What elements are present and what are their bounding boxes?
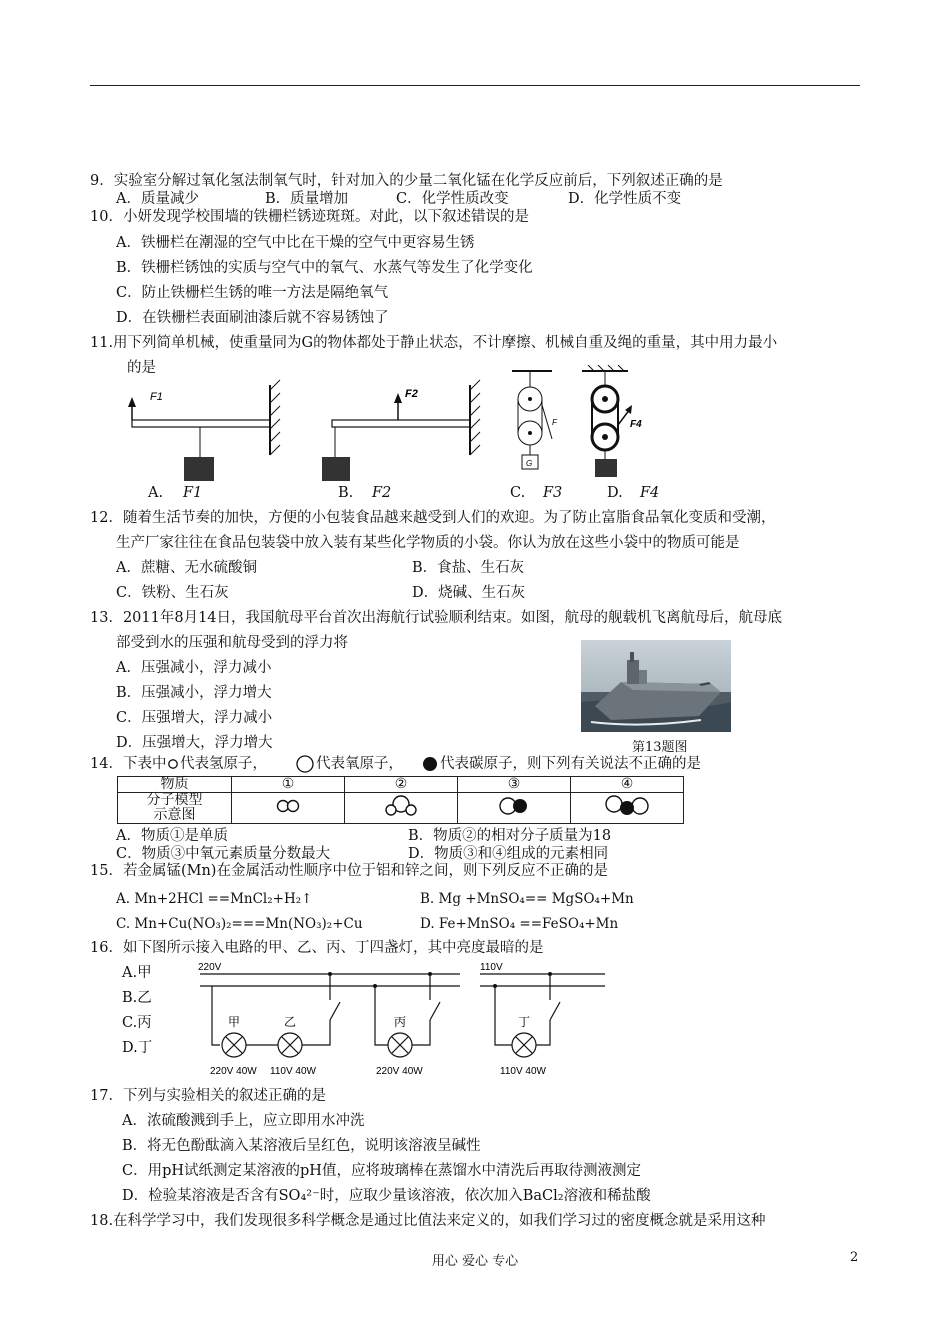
q11-option-c: C.: [510, 485, 526, 501]
label-bing: 丙: [394, 1015, 407, 1029]
q16-option-b: B.乙: [122, 990, 152, 1006]
q12-option-c: C．铁粉、生石灰: [116, 585, 229, 601]
q11-option-a-force: F1: [183, 485, 203, 501]
q14-option-b: B．物质②的相对分子质量为18: [408, 828, 612, 844]
q11-stem-cont: 的是: [127, 360, 156, 376]
q13-option-d: D．压强增大，浮力增大: [116, 735, 273, 751]
q16-option-a: A.甲: [122, 965, 152, 981]
q13-figure-caption: 第13题图: [632, 740, 688, 755]
q13-stem: 13．2011年8月14日，我国航母平台首次出海航行试验顺利结束。如图，航母的舰载机飞离航母后，航母底: [90, 610, 783, 626]
q16-option-d: D.丁: [122, 1040, 153, 1056]
q12-option-d: D．烧碱、生石灰: [412, 585, 526, 601]
pulley-d-diagram: [582, 365, 642, 477]
carbon-atom-icon: [422, 756, 438, 772]
label-ding: 丁: [518, 1015, 531, 1029]
q14-option-c: C．物质③中氧元素质量分数最大: [116, 846, 331, 862]
label-110v: 110V: [480, 962, 503, 973]
f4-label: F4: [630, 419, 642, 430]
page-number: 2: [850, 1250, 859, 1265]
table-header-model: [118, 793, 232, 824]
label-220v: 220V: [198, 962, 222, 973]
q14-stem-pre: 14．下表中: [90, 756, 167, 772]
q17-option-a: A．浓硫酸溅到手上，应立即用水冲洗: [122, 1113, 365, 1129]
rating-bing: 220V 40W: [376, 1066, 423, 1077]
q11-option-b: B.: [338, 485, 354, 501]
f1-label: F1: [150, 391, 163, 403]
rating-yi: 110V 40W: [270, 1066, 316, 1077]
lever-a-diagram: [128, 380, 280, 481]
q15-option-d: D. Fe+MnSO₄ ==FeSO₄+Mn: [420, 916, 619, 932]
molecule-2-cell: [345, 793, 458, 824]
molecule-1-cell: [232, 793, 345, 824]
h2-molecule-icon: [273, 796, 303, 816]
molecule-3-cell: [458, 793, 571, 824]
q11-option-a: A.: [148, 485, 164, 501]
q10-option-b: B．铁栅栏锈蚀的实质与空气中的氧气、水蒸气等发生了化学变化: [116, 260, 533, 276]
label-jia: 甲: [228, 1015, 241, 1029]
q9-option-b: B．质量增加: [265, 191, 349, 207]
q17-option-d: D．检验某溶液是否含有SO₄²⁻时，应取少量该溶液，依次加入BaCl₂溶液和稀盐酸: [122, 1188, 651, 1204]
q16-option-c: C.丙: [122, 1015, 152, 1031]
q10-option-a: A．铁栅栏在潮湿的空气中比在干燥的空气中更容易生锈: [116, 235, 475, 251]
rating-ding: 110V 40W: [500, 1066, 546, 1077]
q10-option-c: C．防止铁栅栏生锈的唯一方法是隔绝氧气: [116, 285, 389, 301]
q13-stem-cont: 部受到水的压强和航母受到的浮力将: [116, 635, 348, 651]
q10-stem: 10．小妍发现学校围墙的铁栅栏锈迹斑斑。对此，以下叙述错误的是: [90, 209, 529, 225]
q16-stem: 16．如下图所示接入电路的甲、乙、丙、丁四盏灯，其中亮度最暗的是: [90, 940, 544, 956]
table-col-3: ③: [458, 777, 571, 793]
table-col-1: ①: [232, 777, 345, 793]
q14-option-a: A．物质①是单质: [116, 828, 228, 844]
table-header-substance: 物质: [118, 777, 232, 793]
q11-stem: 11.用下列简单机械，使重量同为G的物体都处于静止状态，不计摩擦、机械自重及绳的重量，其中用力最小: [90, 335, 778, 351]
q11-option-b-force: F2: [372, 485, 392, 501]
switch-3: [550, 1002, 560, 1020]
switch-1: [330, 1002, 340, 1020]
q14-option-d: D．物质③和④组成的元素相同: [408, 846, 609, 862]
f2-arrowhead: [394, 393, 402, 403]
lever-bar-a: [132, 420, 270, 427]
q11-option-d: D.: [607, 485, 623, 501]
q15-stem: 15．若金属锰(Mn)在金属活动性顺序中位于铝和锌之间，则下列反应不正确的是: [90, 863, 608, 879]
q13-option-b: B．压强减小，浮力增大: [116, 685, 272, 701]
q14-stem-h: 代表氢原子，: [180, 756, 267, 772]
q11-machines-figure: [120, 365, 660, 485]
table-col-2: ②: [345, 777, 458, 793]
molecule-4-cell: [571, 793, 684, 824]
f1-arrowhead: [128, 397, 136, 407]
page-footer: 用心 爱心 专心: [431, 1254, 519, 1269]
co-molecule-icon: [494, 793, 534, 819]
h2o-molecule-icon: [381, 793, 421, 819]
switch-2: [430, 1002, 440, 1020]
weight-d: [595, 459, 617, 477]
f2-label: F2: [405, 388, 418, 400]
q18-stem: 18.在科学学习中，我们发现很多科学概念是通过比值法来定义的，如我们学习过的密度概念就是采用这种: [90, 1213, 766, 1229]
q13-option-c: C．压强增大，浮力减小: [116, 710, 273, 726]
pulley-c-diagram: [512, 371, 558, 469]
q12-option-a: A．蔗糖、无水硫酸铜: [116, 560, 257, 576]
q15-option-a: A. Mn+2HCl ==MnCl₂+H₂↑: [116, 891, 313, 907]
q14-stem-o: 代表氧原子，: [316, 756, 403, 772]
co2-molecule-icon: [601, 793, 653, 819]
q17-option-c: C．用pH试纸测定某溶液的pH值，应将玻璃棒在蒸馏水中清洗后再取待测液测定: [122, 1163, 641, 1179]
weight-b: [322, 457, 350, 481]
lever-b-diagram: [322, 380, 480, 481]
hydrogen-atom-icon: [167, 758, 179, 770]
q14-molecule-table: [117, 776, 684, 824]
q11-option-d-force: F4: [640, 485, 660, 501]
q17-stem: 17．下列与实验相关的叙述正确的是: [90, 1088, 326, 1104]
q9-option-a: A．质量减少: [116, 191, 199, 207]
rating-jia: 220V 40W: [210, 1066, 257, 1077]
aircraft-carrier-photo: [581, 640, 731, 732]
q15-option-b: B. Mg +MnSO₄== MgSO₄+Mn: [420, 891, 634, 907]
q12-stem-cont: 生产厂家往往在食品包装袋中放入装有某些化学物质的小袋。你认为放在这些小袋中的物质可能是: [116, 535, 740, 551]
q11-option-c-force: F3: [543, 485, 563, 501]
q15-option-c: C. Mn+Cu(NO₃)₂===Mn(NO₃)₂+Cu: [116, 916, 363, 932]
q14-stem-c: 代表碳原子，则下列有关说法不正确的是: [440, 756, 701, 772]
table-header-model-l1: 分子模型: [146, 792, 203, 808]
q9-option-c: C．化学性质改变: [396, 191, 509, 207]
q16-circuit-figure: [190, 960, 610, 1080]
q9-stem: 9．实验室分解过氧化氢法制氧气时，针对加入的少量二氧化锰在化学反应前后，下列叙述正确的是: [90, 173, 723, 189]
q10-option-d: D．在铁栅栏表面刷油漆后就不容易锈蚀了: [116, 310, 389, 326]
table-header-model-l2: 示意图: [153, 807, 196, 823]
weight-a: [184, 457, 214, 481]
header-rule: [90, 85, 860, 86]
oxygen-atom-icon: [295, 754, 315, 774]
table-col-4: ④: [571, 777, 684, 793]
q12-option-b: B．食盐、生石灰: [412, 560, 525, 576]
q9-option-d: D．化学性质不变: [568, 191, 682, 207]
q13-option-a: A．压强减小，浮力减小: [116, 660, 272, 676]
lever-bar-b: [332, 420, 470, 427]
g-label: G: [526, 459, 533, 468]
f3-label: F: [552, 418, 557, 427]
q12-stem: 12．随着生活节奏的加快，方便的小包装食品越来越受到人们的欢迎。为了防止富脂食品氧化变质和受潮，: [90, 510, 776, 526]
q17-option-b: B．将无色酚酞滴入某溶液后呈红色，说明该溶液呈碱性: [122, 1138, 481, 1154]
label-yi: 乙: [284, 1015, 297, 1029]
